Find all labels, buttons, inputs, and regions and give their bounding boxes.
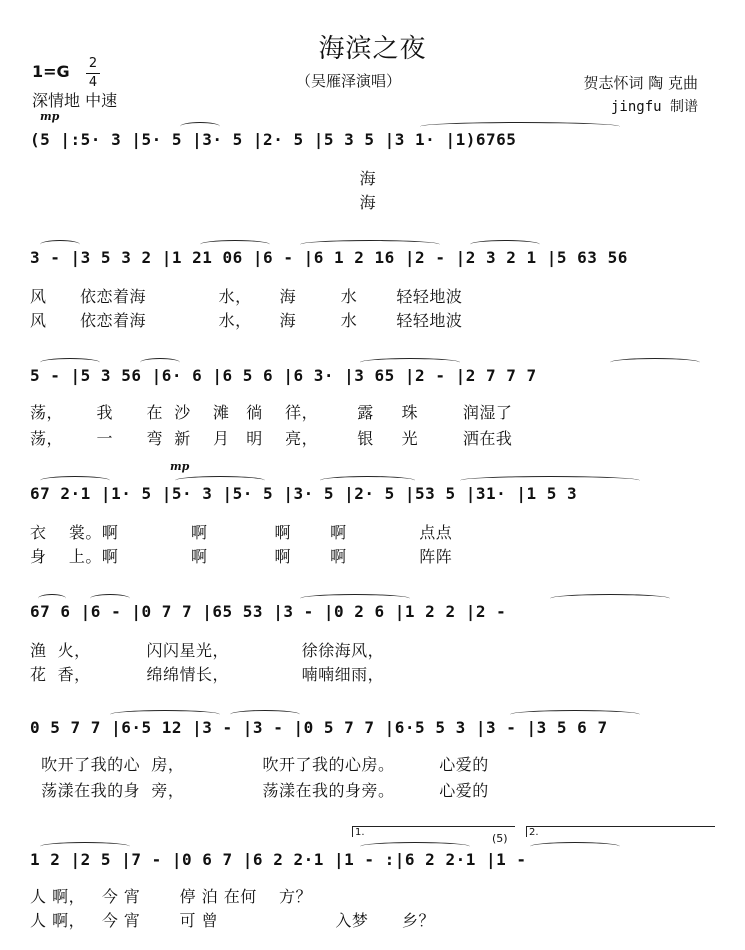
song-title: 海滨之夜 — [318, 34, 427, 64]
song-subtitle: （吴雁泽演唱） — [296, 72, 402, 90]
first-ending-bracket: 1. — [352, 826, 515, 837]
arranger: jingfu 制谱 — [610, 99, 698, 115]
notation-staff: 67 2·1 |1· 5 |5· 3 |5· 5 |3· 5 |2· 5 |53 5 |31· |1 5 3 — [30, 484, 578, 503]
score-line-6 — [30, 718, 715, 808]
score-line-4 — [30, 460, 715, 574]
lyric-verse-2: 荡， 一 弯 新 月 明 亮， 银 光 洒在我 — [30, 429, 513, 448]
notation-staff: 0 5 7 7 |6·5 12 |3 - |3 - |0 5 7 7 |6·5 5 3 |3 - |3 5 6 7 — [30, 718, 608, 737]
score-line-1 — [30, 110, 715, 230]
time-signature — [86, 56, 100, 91]
lyric-verse-2: 海 — [30, 193, 377, 212]
score-line-7 — [30, 827, 715, 940]
time-signature-bar — [86, 73, 100, 74]
repeat-note-mark: (5) — [492, 832, 508, 845]
notation-staff: 3 - |3 5 3 2 |1 21 06 |6 - |6 1 2 16 |2 - |2 3 2 1 |5 63 56 — [30, 248, 628, 267]
lyric-verse-1: 风 依恋着海 水， 海 水 轻轻地波 — [30, 287, 463, 306]
time-signature-top: 2 — [88, 56, 98, 71]
tempo-marking: 深情地 中速 — [32, 91, 118, 110]
time-signature-bottom: 4 — [88, 75, 98, 90]
lyric-verse-1: 人 啊， 今 宵 停 泊 在何 方？ — [30, 887, 313, 906]
lyric-verse-1: 衣 裳。啊 啊 啊 啊 点点 — [30, 523, 453, 542]
lyric-verse-1: 渔 火， 闪闪星光， 徐徐海风， — [30, 641, 385, 660]
lyric-verse-1: 吹开了我的心 房， 吹开了我的心房。 心爱的 — [30, 755, 489, 774]
notation-staff: 67 6 |6 - |0 7 7 |65 53 |3 - |0 2 6 |1 2 2 |2 - — [30, 602, 507, 621]
key-signature: 1=G — [32, 62, 70, 81]
notation-staff: 5 - |5 3 56 |6· 6 |6 5 6 |6 3· |3 65 |2 - |2 7 7 7 — [30, 366, 537, 385]
dynamic-mp: mp — [170, 460, 190, 473]
lyric-verse-2: 人 啊， 今 宵 可 曾 入梦 乡？ — [30, 911, 435, 930]
lyric-verse-2: 荡漾在我的身 旁， 荡漾在我的身旁。 心爱的 — [30, 781, 489, 800]
credits: 贺志怀词 陶 克曲 — [583, 74, 698, 92]
dynamic-mp: mp — [40, 110, 60, 123]
lyric-verse-2: 风 依恋着海 水， 海 水 轻轻地波 — [30, 311, 463, 330]
score-line-3 — [30, 366, 715, 456]
notation-staff: (5 |:5· 3 |5· 5 |3· 5 |2· 5 |5 3 5 |3 1· |1)6765 — [30, 130, 517, 149]
second-ending-bracket: 2. — [526, 826, 715, 837]
score-line-2 — [30, 248, 715, 338]
score-line-5 — [30, 602, 715, 692]
lyric-verse-1: 荡， 我 在 沙 滩 徜 徉， 露 珠 润湿了 — [30, 403, 513, 422]
lyric-verse-1: 海 — [30, 169, 377, 188]
notation-staff: 1 2 |2 5 |7 - |0 6 7 |6 2 2·1 |1 - :|6 2 2·1 |1 - — [30, 850, 527, 869]
lyric-verse-2: 花 香， 绵绵情长， 喃喃细雨， — [30, 665, 385, 684]
lyric-verse-2: 身 上。啊 啊 啊 啊 阵阵 — [30, 547, 453, 566]
